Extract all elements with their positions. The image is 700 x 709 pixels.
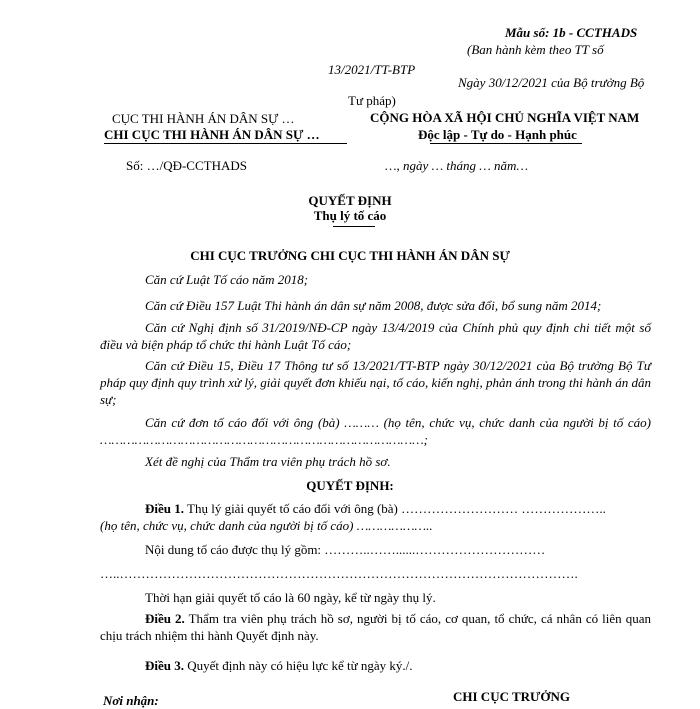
form-note-line2b: Ngày 30/12/2021 của Bộ trưởng Bộ (458, 75, 645, 90)
legal-basis-6: Xét đề nghị của Thẩm tra viên phụ trách hồ sơ. (145, 454, 391, 469)
article-1-dots: …..……………………………………………………………………………………………. (100, 566, 578, 581)
article-2-label: Điều 2. (145, 611, 185, 626)
article-3 (100, 657, 651, 674)
article-1-label: Điều 1. (145, 501, 184, 516)
article-3-text: Quyết định này có hiệu lực kể từ ngày ký./. (184, 658, 413, 673)
form-note-line2a: 13/2021/TT-BTP (328, 62, 416, 77)
article-1-content: Nội dung tố cáo được thụ lý gồm: ………..……......………………………… (145, 542, 546, 557)
issuer-title: CHI CỤC TRƯỞNG CHI CỤC THI HÀNH ÁN DÂN SỰ (190, 248, 510, 263)
article-1 (100, 500, 651, 517)
article-3-label: Điều 3. (145, 658, 184, 673)
recipients-label: Nơi nhận: (103, 693, 159, 708)
article-1-deadline: Thời hạn giải quyết tố cáo là 60 ngày, kể từ ngày thụ lý. (145, 590, 436, 605)
document-number: Số: …/QĐ-CCTHADS (126, 158, 247, 173)
sub-agency-underline (104, 143, 347, 144)
article-1-line2: (họ tên, chức vụ, chức danh của người bị tố cáo) ……………….. (100, 518, 433, 533)
form-code: Mẫu số: 1b - CCTHADS (505, 25, 638, 40)
decision-heading: QUYẾT ĐỊNH: (306, 478, 394, 493)
motto-underline (430, 143, 582, 144)
subtitle-underline (333, 226, 375, 227)
legal-basis-5: Căn cứ đơn tố cáo đối với ông (bà) ……… (họ tên, chức vụ, chức danh của người bị tố cáo) …………………………………………………………………………; (100, 415, 651, 447)
form-note-line3: Tư pháp) (348, 93, 396, 108)
legal-basis-3: Căn cứ Nghị định số 31/2019/NĐ-CP ngày 13/4/2019 của Chính phủ quy định chi tiết một số điều và biện pháp tổ chức thi hành Luật Tố cáo; (100, 320, 651, 352)
article-2-text: Thẩm tra viên phụ trách hồ sơ, người bị tố cáo, cơ quan, tổ chức, cá nhân có liên quan chịu trách nhiệm thi hành Quyết định này. (100, 611, 651, 643)
agency-name: CỤC THI HÀNH ÁN DÂN SỰ … (112, 111, 295, 126)
legal-basis-1: Căn cứ Luật Tố cáo năm 2018; (145, 272, 309, 287)
country-name: CỘNG HÒA XÃ HỘI CHỦ NGHĨA VIỆT NAM (370, 110, 640, 125)
document-subtitle: Thụ lý tố cáo (313, 208, 387, 223)
article-1-text: Thụ lý giải quyết tố cáo đối với ông (bà) ……………………… ……………….. (184, 501, 606, 516)
document-title: QUYẾT ĐỊNH (308, 193, 392, 208)
national-motto: Độc lập - Tự do - Hạnh phúc (418, 127, 577, 142)
article-2 (100, 610, 651, 644)
document-date: …, ngày … tháng … năm… (385, 158, 529, 173)
legal-basis-4: Căn cứ Điều 15, Điều 17 Thông tư số 13/2021/TT-BTP ngày 30/12/2021 của Bộ trưởng Bộ Tư pháp quy định quy trình xử lý, giải quyết đơn khiếu nại, tố cáo, kiến nghị, phản ánh trong thi hành án dân sự; (100, 358, 651, 407)
sub-agency-name: CHI CỤC THI HÀNH ÁN DÂN SỰ … (104, 127, 320, 142)
legal-basis-2: Căn cứ Điều 157 Luật Thi hành án dân sự năm 2008, được sửa đổi, bổ sung năm 2014; (145, 298, 602, 313)
signer-title: CHI CỤC TRƯỞNG (453, 689, 571, 704)
form-note-line1: (Ban hành kèm theo TT số (467, 42, 604, 57)
